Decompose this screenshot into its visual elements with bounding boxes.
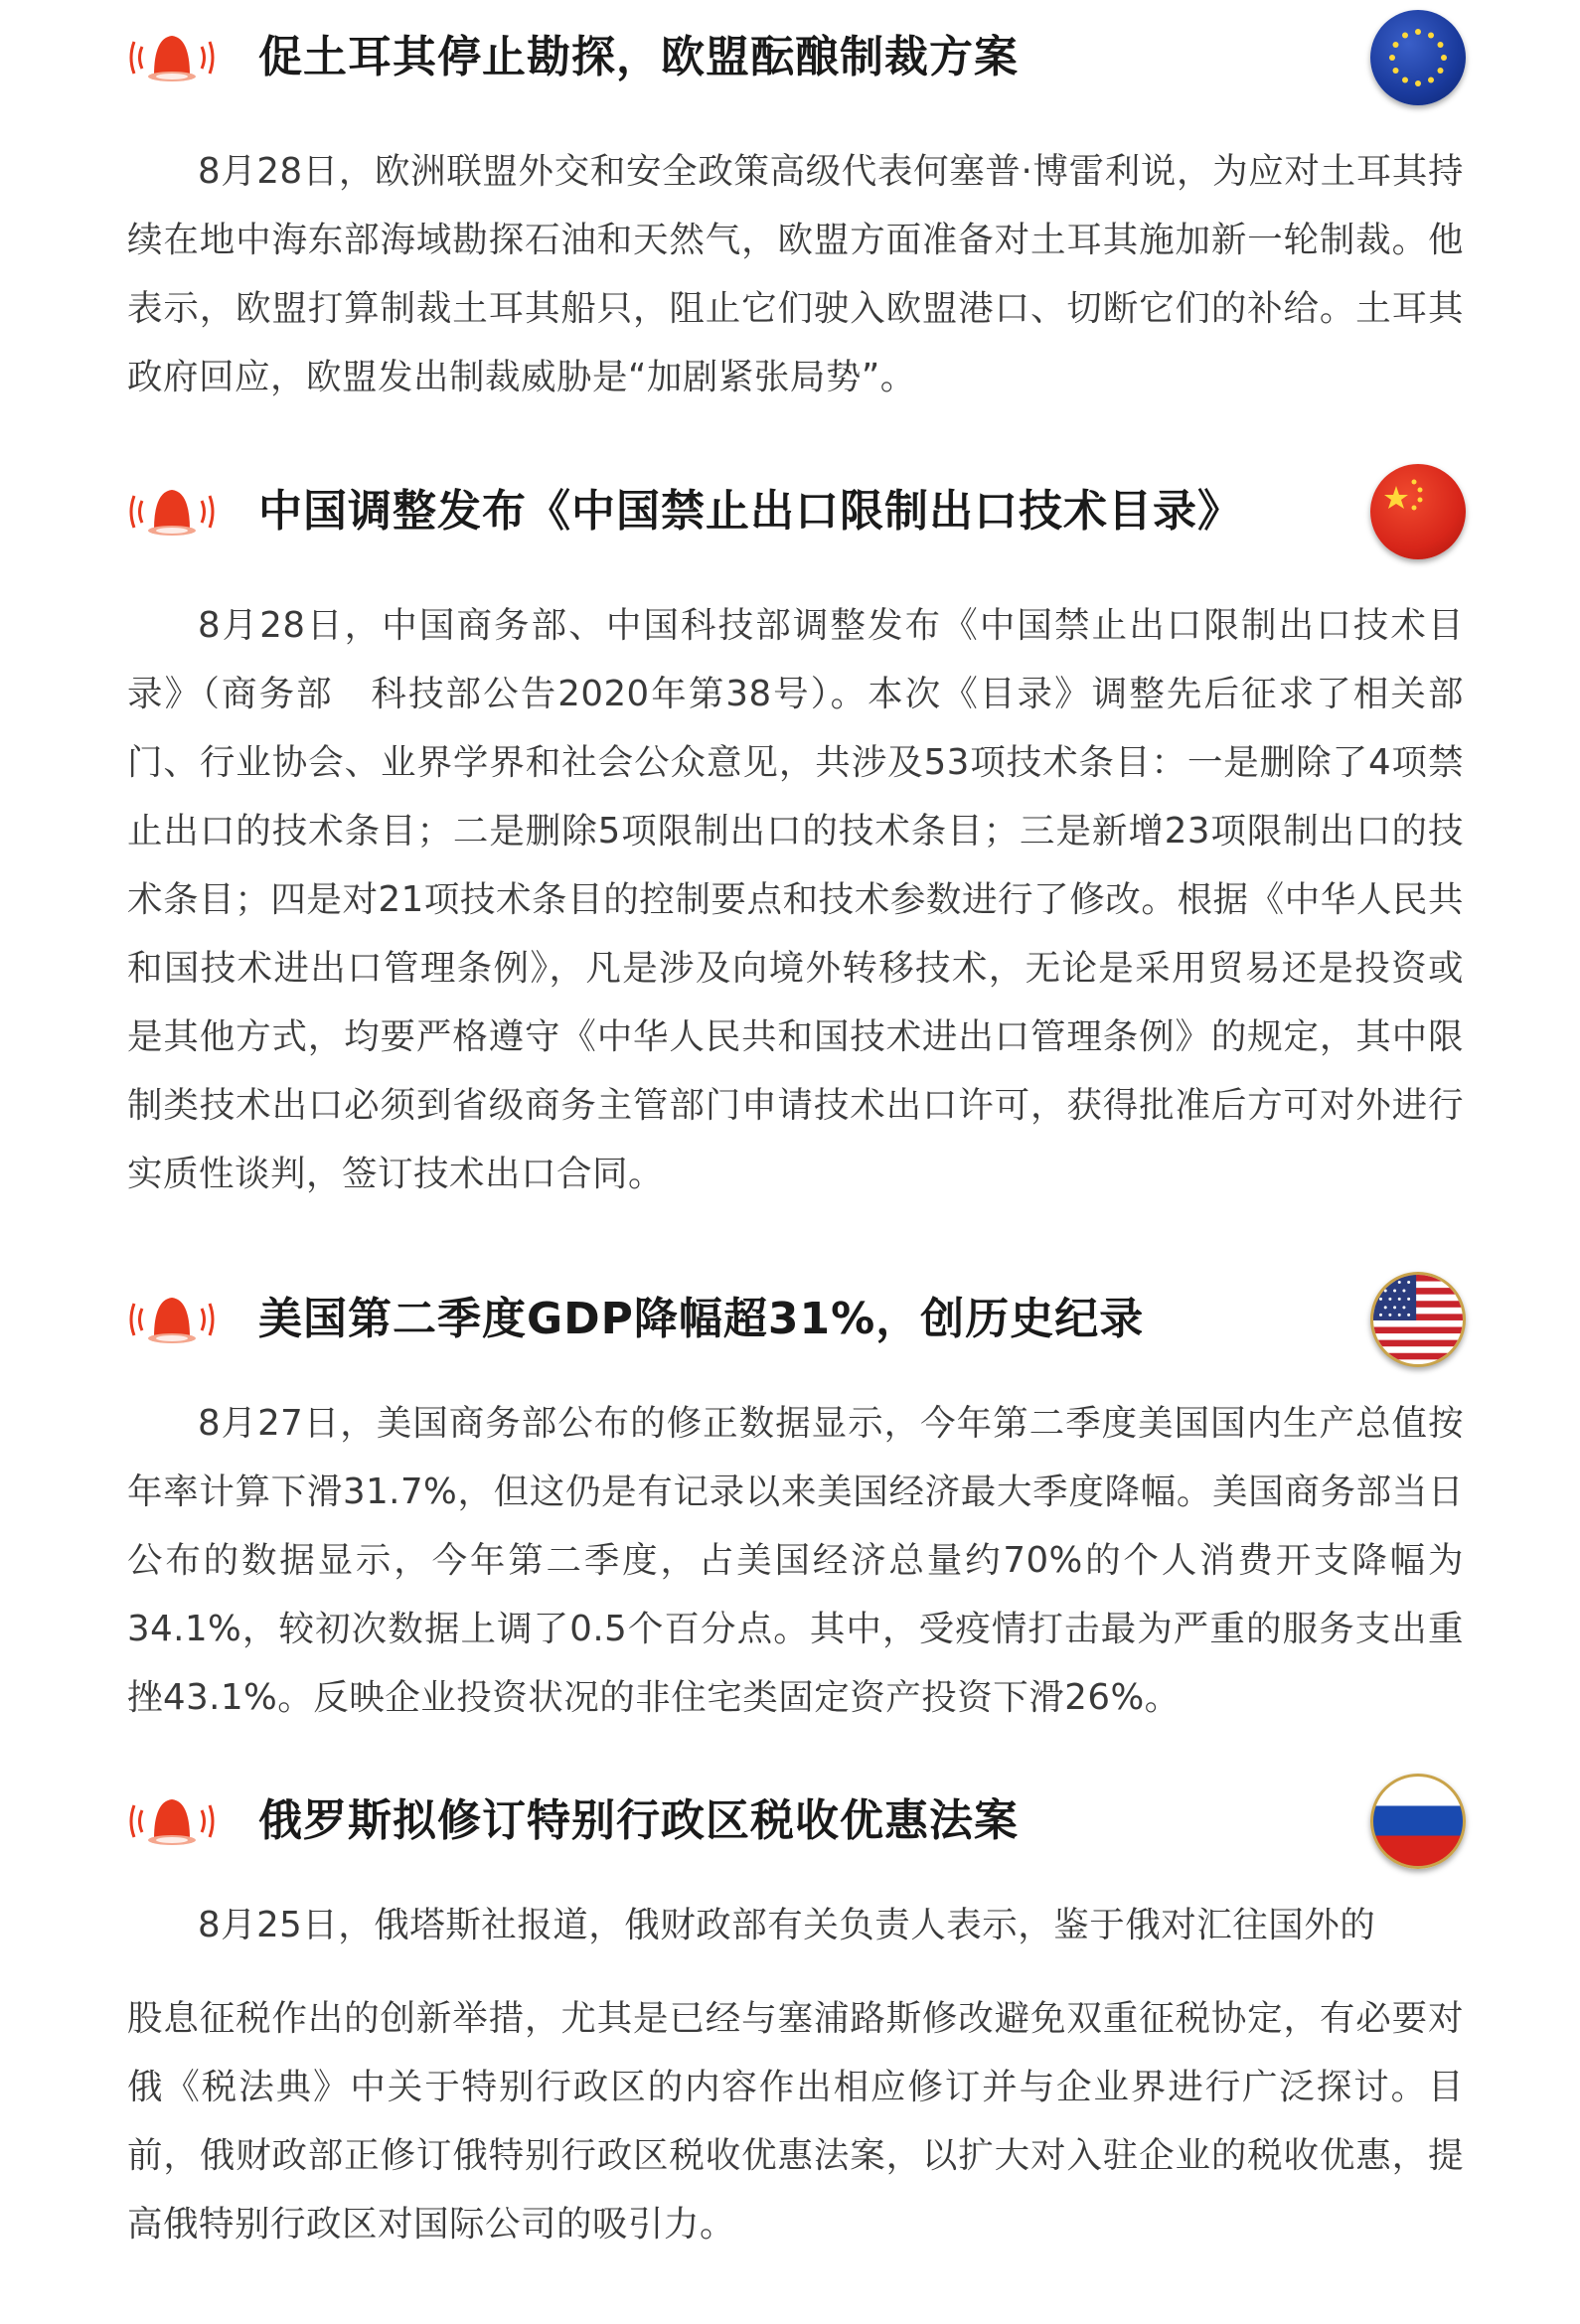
section-title: 促土耳其停止勘探，欧盟酝酿制裁方案 [258,32,1019,82]
section-body-first-line: 8月25日，俄塔斯社报道，俄财政部有关负责人表示，鉴于俄对汇往国外的 [198,1905,1376,1945]
alarm-bell-icon [124,30,220,85]
section-title: 美国第二季度GDP降幅超31%，创历史纪录 [258,1294,1145,1344]
section-header [124,464,1466,563]
section-body: 8月28日，中国商务部、中国科技部调整发布《中国禁止出口限制出口技术目录》（商务部 科技部公告2020年第38号）。本次《目录》调整先后征求了相关部门、行业协会、业界学界和社会公众意见，共涉及53项技术条目：一是删除了4项禁止出口的技术条目；二是删除5项限制出口的技术条目；三是新增23项限制出口的技术条目；四是对21项技术条目的控制要点和技术参数进行了修改。根据《中华人民共和国技术进出口管理条例》，凡是涉及向境外转移技术，无论是采用贸易还是投资或是其他方式，均要严格遵守《中华人民共和国技术进出口管理条例》的规定，其中限制类技术出口必须到省级商务主管部门申请技术出口许可，获得批准后方可对外进行实质性谈判，签订技术出口合同。 [127,605,1464,1194]
section-body: 8月28日，欧洲联盟外交和安全政策高级代表何塞普·博雷利说，为应对土耳其持续在地中海东部海域勘探石油和天然气，欧盟方面准备对土耳其施加新一轮制裁。他表示，欧盟打算制裁土耳其船只，阻止它们驶入欧盟港口、切断它们的补给。土耳其政府回应，欧盟发出制裁威胁是“加剧紧张局势”。 [127,151,1464,397]
china-flag-icon [1370,464,1466,559]
section-header [124,1774,1466,1873]
section-title: 俄罗斯拟修订特别行政区税收优惠法案 [258,1795,1019,1846]
section-body: 8月27日，美国商务部公布的修正数据显示，今年第二季度美国国内生产总值按年率计算下滑31.7%，但这仍是有记录以来美国经济最大季度降幅。美国商务部当日公布的数据显示，今年第二季度，占美国经济总量约70%的个人消费开支降幅为34.1%，较初次数据上调了0.5个百分点。其中，受疫情打击最为严重的服务支出重挫43.1%。反映企业投资状况的非住宅类固定资产投资下滑26%。 [127,1403,1464,1718]
section-title: 中国调整发布《中国禁止出口限制出口技术目录》 [258,486,1242,537]
section-header [124,10,1466,109]
alarm-bell-icon [124,1292,220,1347]
alarm-bell-icon [124,1793,220,1849]
alarm-bell-icon [124,484,220,540]
section-body: 股息征税作出的创新举措，尤其是已经与塞浦路斯修改避免双重征税协定，有必要对俄《税法典》中关于特别行政区的内容作出相应修订并与企业界进行广泛探讨。目前，俄财政部正修订俄特别行政区税收优惠法案，以扩大对入驻企业的税收优惠，提高俄特别行政区对国际公司的吸引力。 [127,1998,1464,2245]
eu-flag-icon [1370,10,1466,105]
russia-flag-icon [1370,1774,1466,1869]
section-header [124,1272,1466,1371]
usa-flag-icon [1370,1272,1466,1367]
